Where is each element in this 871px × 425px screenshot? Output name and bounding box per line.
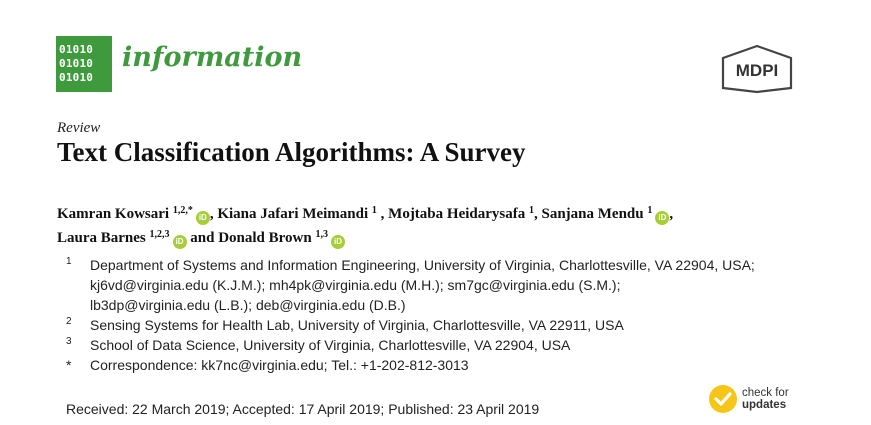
- orcid-icon[interactable]: iD: [196, 211, 210, 225]
- affiliation-item: [66, 315, 826, 335]
- affiliation-list: [66, 255, 826, 375]
- mdpi-logo-icon: [719, 44, 795, 94]
- author-name[interactable]: Donald Brown: [218, 230, 312, 246]
- author-affiliation-marker: 1: [647, 205, 653, 216]
- author-separator: and: [186, 230, 219, 246]
- author-affiliation-marker: 1,3: [315, 229, 328, 240]
- affiliation-emails[interactable]: lb3dp@virginia.edu (L.B.); deb@virginia.edu (D.B.): [90, 297, 406, 313]
- author-separator: ,: [533, 206, 542, 222]
- author-separator: ,: [669, 206, 674, 222]
- author-name[interactable]: Kiana Jafari Meimandi: [217, 206, 369, 222]
- author-name[interactable]: Mojtaba Heidarysafa: [388, 206, 526, 222]
- checkmark-icon: [709, 385, 737, 413]
- check-for-updates-button[interactable]: [709, 385, 789, 413]
- publication-dates: Received: 22 March 2019; Accepted: 17 April 2019; Published: 23 April 2019: [66, 401, 540, 417]
- orcid-icon[interactable]: iD: [331, 235, 345, 249]
- author-list: [57, 202, 817, 250]
- journal-name: information: [122, 42, 303, 73]
- affiliation-marker: 1: [66, 256, 72, 267]
- affiliation-marker: 2: [66, 316, 72, 327]
- author-affiliation-marker: 1,2,3: [149, 229, 170, 240]
- affiliation-text: Sensing Systems for Health Lab, University of Virginia, Charlottesville, VA 22911, USA: [90, 317, 624, 333]
- author-affiliation-marker: 1: [528, 205, 534, 216]
- author-separator: ,: [209, 206, 218, 222]
- affiliation-text: School of Data Science, University of Virginia, Charlottesville, VA 22904, USA: [90, 337, 571, 353]
- article-type: Review: [57, 120, 101, 136]
- affiliation-text: Department of Systems and Information Engineering, University of Virginia, Charlottesville, VA 22904, USA;: [90, 257, 755, 273]
- affiliation-item: [66, 255, 826, 315]
- affiliation-emails[interactable]: kj6vd@virginia.edu (K.J.M.); mh4pk@virginia.edu (M.H.); sm7gc@virginia.edu (S.M.);: [90, 277, 621, 293]
- author-affiliation-marker: 1: [371, 205, 377, 216]
- correspondence-text[interactable]: Correspondence: kk7nc@virginia.edu; Tel.: +1-202-812-3013: [90, 357, 469, 373]
- check-updates-label: check for: [742, 387, 789, 399]
- author-name[interactable]: Laura Barnes: [57, 230, 146, 246]
- affiliation-item: [66, 355, 826, 375]
- publisher-name: MDPI: [735, 61, 779, 80]
- journal-logo-icon: [56, 36, 112, 92]
- logo-binary-line: 01010: [59, 43, 94, 56]
- correspondence-marker: *: [66, 357, 72, 373]
- author-separator: ,: [376, 206, 389, 222]
- author-name[interactable]: Kamran Kowsari: [57, 206, 170, 222]
- logo-binary-line: 01010: [59, 57, 94, 70]
- check-updates-label: updates: [742, 399, 787, 411]
- article-title: Text Classification Algorithms: A Survey: [57, 137, 526, 167]
- logo-binary-line: 01010: [59, 71, 94, 84]
- affiliation-item: [66, 335, 826, 355]
- author-name[interactable]: Sanjana Mendu: [541, 206, 644, 222]
- orcid-icon[interactable]: iD: [655, 211, 669, 225]
- orcid-icon[interactable]: iD: [173, 235, 187, 249]
- affiliation-marker: 3: [66, 336, 72, 347]
- author-line: [57, 226, 817, 250]
- author-affiliation-marker: 1,2,*: [172, 205, 193, 216]
- author-line: [57, 202, 817, 226]
